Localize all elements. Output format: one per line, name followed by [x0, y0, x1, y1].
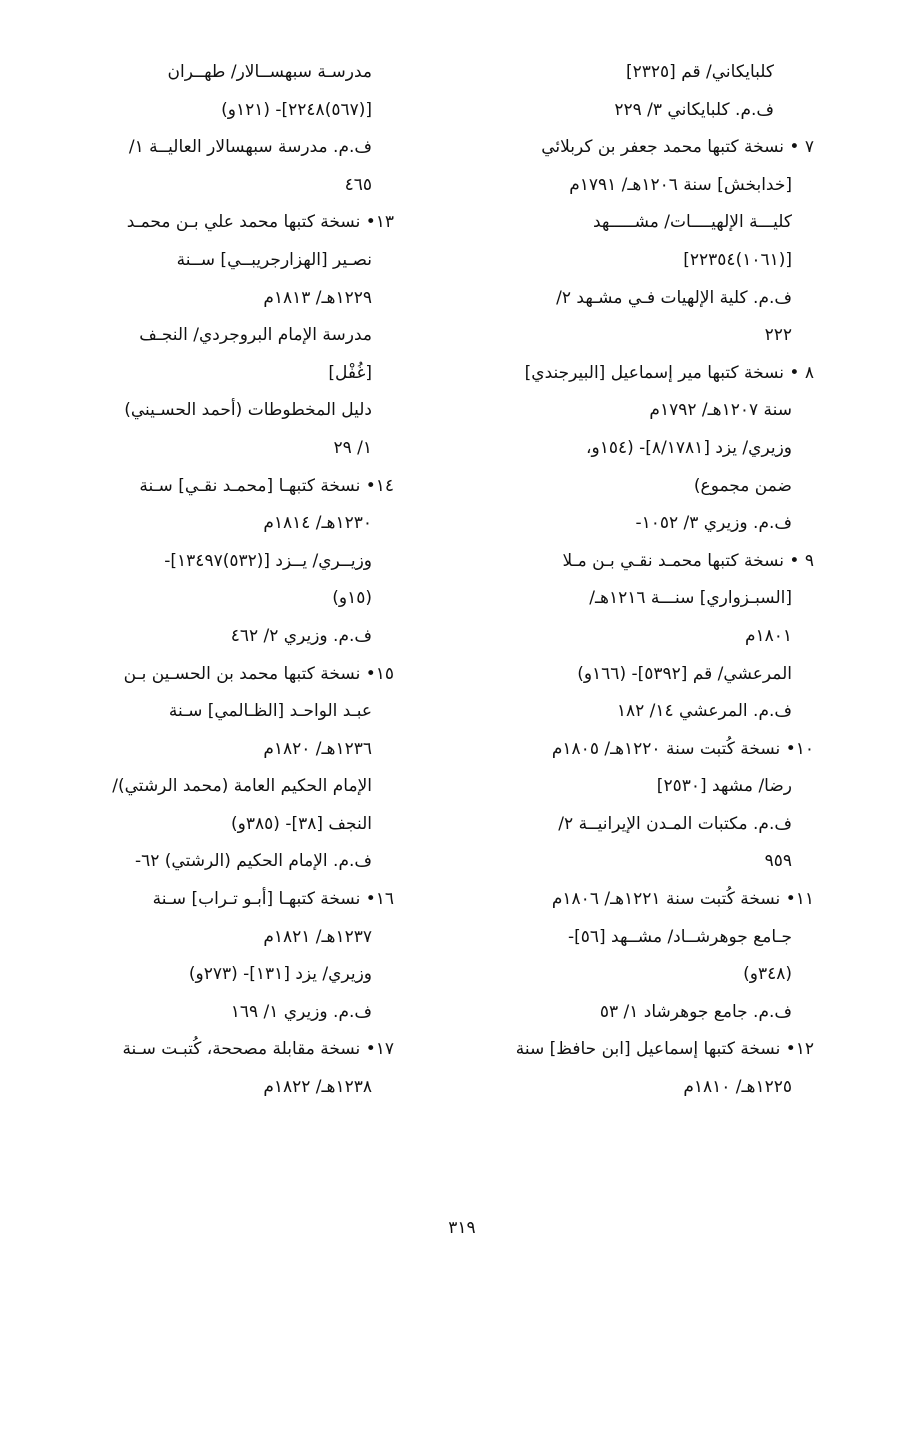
text-line: ١٧• نسخة مقابلة مصححة، كُتبـت سـنة — [122, 1039, 394, 1060]
text-line: دليل المخطوطات (أحمد الحسـيني) — [124, 400, 372, 421]
page-number: ٣١٩ — [448, 1218, 476, 1238]
text-line: ف.م. المرعشي ١٤/ ١٨٢ — [616, 701, 792, 722]
text-line: ١٢٣٧هـ/ ١٨٢١م — [263, 926, 372, 947]
text-line: سنة ١٢٠٧هـ/ ١٧٩٢م — [649, 400, 792, 421]
text-line: ١٣• نسخة كتبها محمد علي بـن محمـد — [126, 212, 394, 233]
text-line: [(٥٦٧)٢٢٤٨]- (١٢١و) — [221, 99, 372, 120]
text-line: رضا/ مشهد [٢٥٣٠] — [656, 776, 792, 797]
text-line: ٢٢٢ — [764, 325, 792, 346]
text-line: كليـــة الإلهيــــات/ مشـــــهد — [592, 212, 792, 233]
text-line: ضمن مجموع) — [693, 475, 792, 496]
text-line: مدرسة الإمام البروجردي/ النجـف — [139, 325, 372, 346]
text-line: ١٢٢٥هـ/ ١٨١٠م — [683, 1077, 792, 1098]
text-line: كلبايكاني/ قم [٢٣٢٥] — [625, 62, 774, 82]
right-column — [474, 54, 814, 1107]
text-line: (١٥و) — [332, 588, 372, 609]
left-column — [94, 54, 394, 1107]
text-line: [السبـزواري] سنـــة ١٢١٦هـ/ — [589, 588, 792, 609]
text-line: وزيــري/ يــزد [(٥٣٢)١٣٤٩٧]- — [164, 550, 372, 571]
text-line: [(١٠٦١)٢٢٣٥٤] — [683, 249, 792, 270]
text-line: ١٢٢٩هـ/ ١٨١٣م — [263, 287, 372, 308]
text-line: ١٤• نسخة كتبهـا [محمـد نقـي] سـنة — [139, 475, 394, 496]
text-line: وزيري/ يزد [٨/١٧٨١]- (١٥٤و، — [586, 437, 792, 458]
text-line: ف.م. كلبايكاني ٣/ ٢٢٩ — [614, 99, 774, 120]
text-line: ٩٥٩ — [764, 851, 792, 872]
text-line: جـامع جوهرشــاد/ مشــهد [٥٦]- — [567, 926, 792, 947]
text-line: ١٠• نسخة كُتبت سنة ١٢٢٠هـ/ ١٨٠٥م — [551, 738, 814, 759]
text-line: ف.م. جامع جوهرشاد ١/ ٥٣ — [599, 1001, 792, 1022]
text-line: مدرسـة سبهســالار/ طهــران — [167, 62, 372, 82]
text-line: ف.م. مكتبات المـدن الإيرانيــة ٢/ — [558, 813, 792, 834]
text-line: ٩ • نسخة كتبها محمـد نقـي بـن مـلا — [562, 550, 814, 571]
text-line: وزيري/ يزد [١٣١]- (٢٧٣و) — [188, 964, 372, 985]
text-line: ١/ ٢٩ — [333, 437, 372, 458]
text-line: ١٨٠١م — [744, 625, 792, 646]
text-line: [خدابخش] سنة ١٢٠٦هـ/ ١٧٩١م — [569, 174, 792, 195]
text-line: عبـد الواحـد [الظـالمي] سـنة — [168, 701, 372, 722]
text-line: ١٢٣٦هـ/ ١٨٢٠م — [263, 738, 372, 759]
text-line: ف.م. وزيري ٣/ ١٠٥٢- — [635, 513, 792, 534]
text-line: الإمام الحكيم العامة (محمد الرشتي)/ — [112, 776, 372, 797]
text-line: ف.م. مدرسة سبهسالار العاليــة ١/ — [128, 137, 372, 158]
text-line: ١٥• نسخة كتبها محمد بن الحسـين بـن — [123, 663, 394, 684]
text-line: نصـير [الهزارجريبــي] ســنة — [176, 249, 372, 270]
text-line: ١٢٣٨هـ/ ١٨٢٢م — [263, 1077, 372, 1098]
text-line: ٤٦٥ — [344, 174, 372, 195]
text-line: [غُفْل] — [328, 362, 372, 383]
text-line: ف.م. وزيري ١/ ١٦٩ — [230, 1001, 372, 1022]
text-line: المرعشي/ قم [٥٣٩٢]- (١٦٦و) — [577, 663, 792, 684]
text-line: ١٢• نسخة كتبها إسماعيل [ابن حافظ] سنة — [515, 1039, 814, 1060]
text-line: النجف [٣٨]- (٣٨٥و) — [231, 813, 372, 834]
text-line: ١٦• نسخة كتبهـا [أبـو تـراب] سـنة — [152, 889, 394, 910]
text-line: (٣٤٨و) — [743, 964, 792, 985]
text-line: ف.م. الإمام الحكيم (الرشتي) ٦٢- — [134, 851, 372, 872]
text-line: ف.م. كلية الإلهيات فـي مشـهد ٢/ — [556, 287, 792, 308]
text-line: ١١• نسخة كُتبت سنة ١٢٢١هـ/ ١٨٠٦م — [551, 889, 814, 910]
text-line: ٨ • نسخة كتبها مير إسماعيل [البيرجندي] — [524, 362, 814, 383]
text-line: ١٢٣٠هـ/ ١٨١٤م — [263, 513, 372, 534]
text-line: ٧ • نسخة كتبها محمد جعفر بن كربلائي — [541, 137, 814, 158]
text-line: ف.م. وزيري ٢/ ٤٦٢ — [230, 625, 372, 646]
